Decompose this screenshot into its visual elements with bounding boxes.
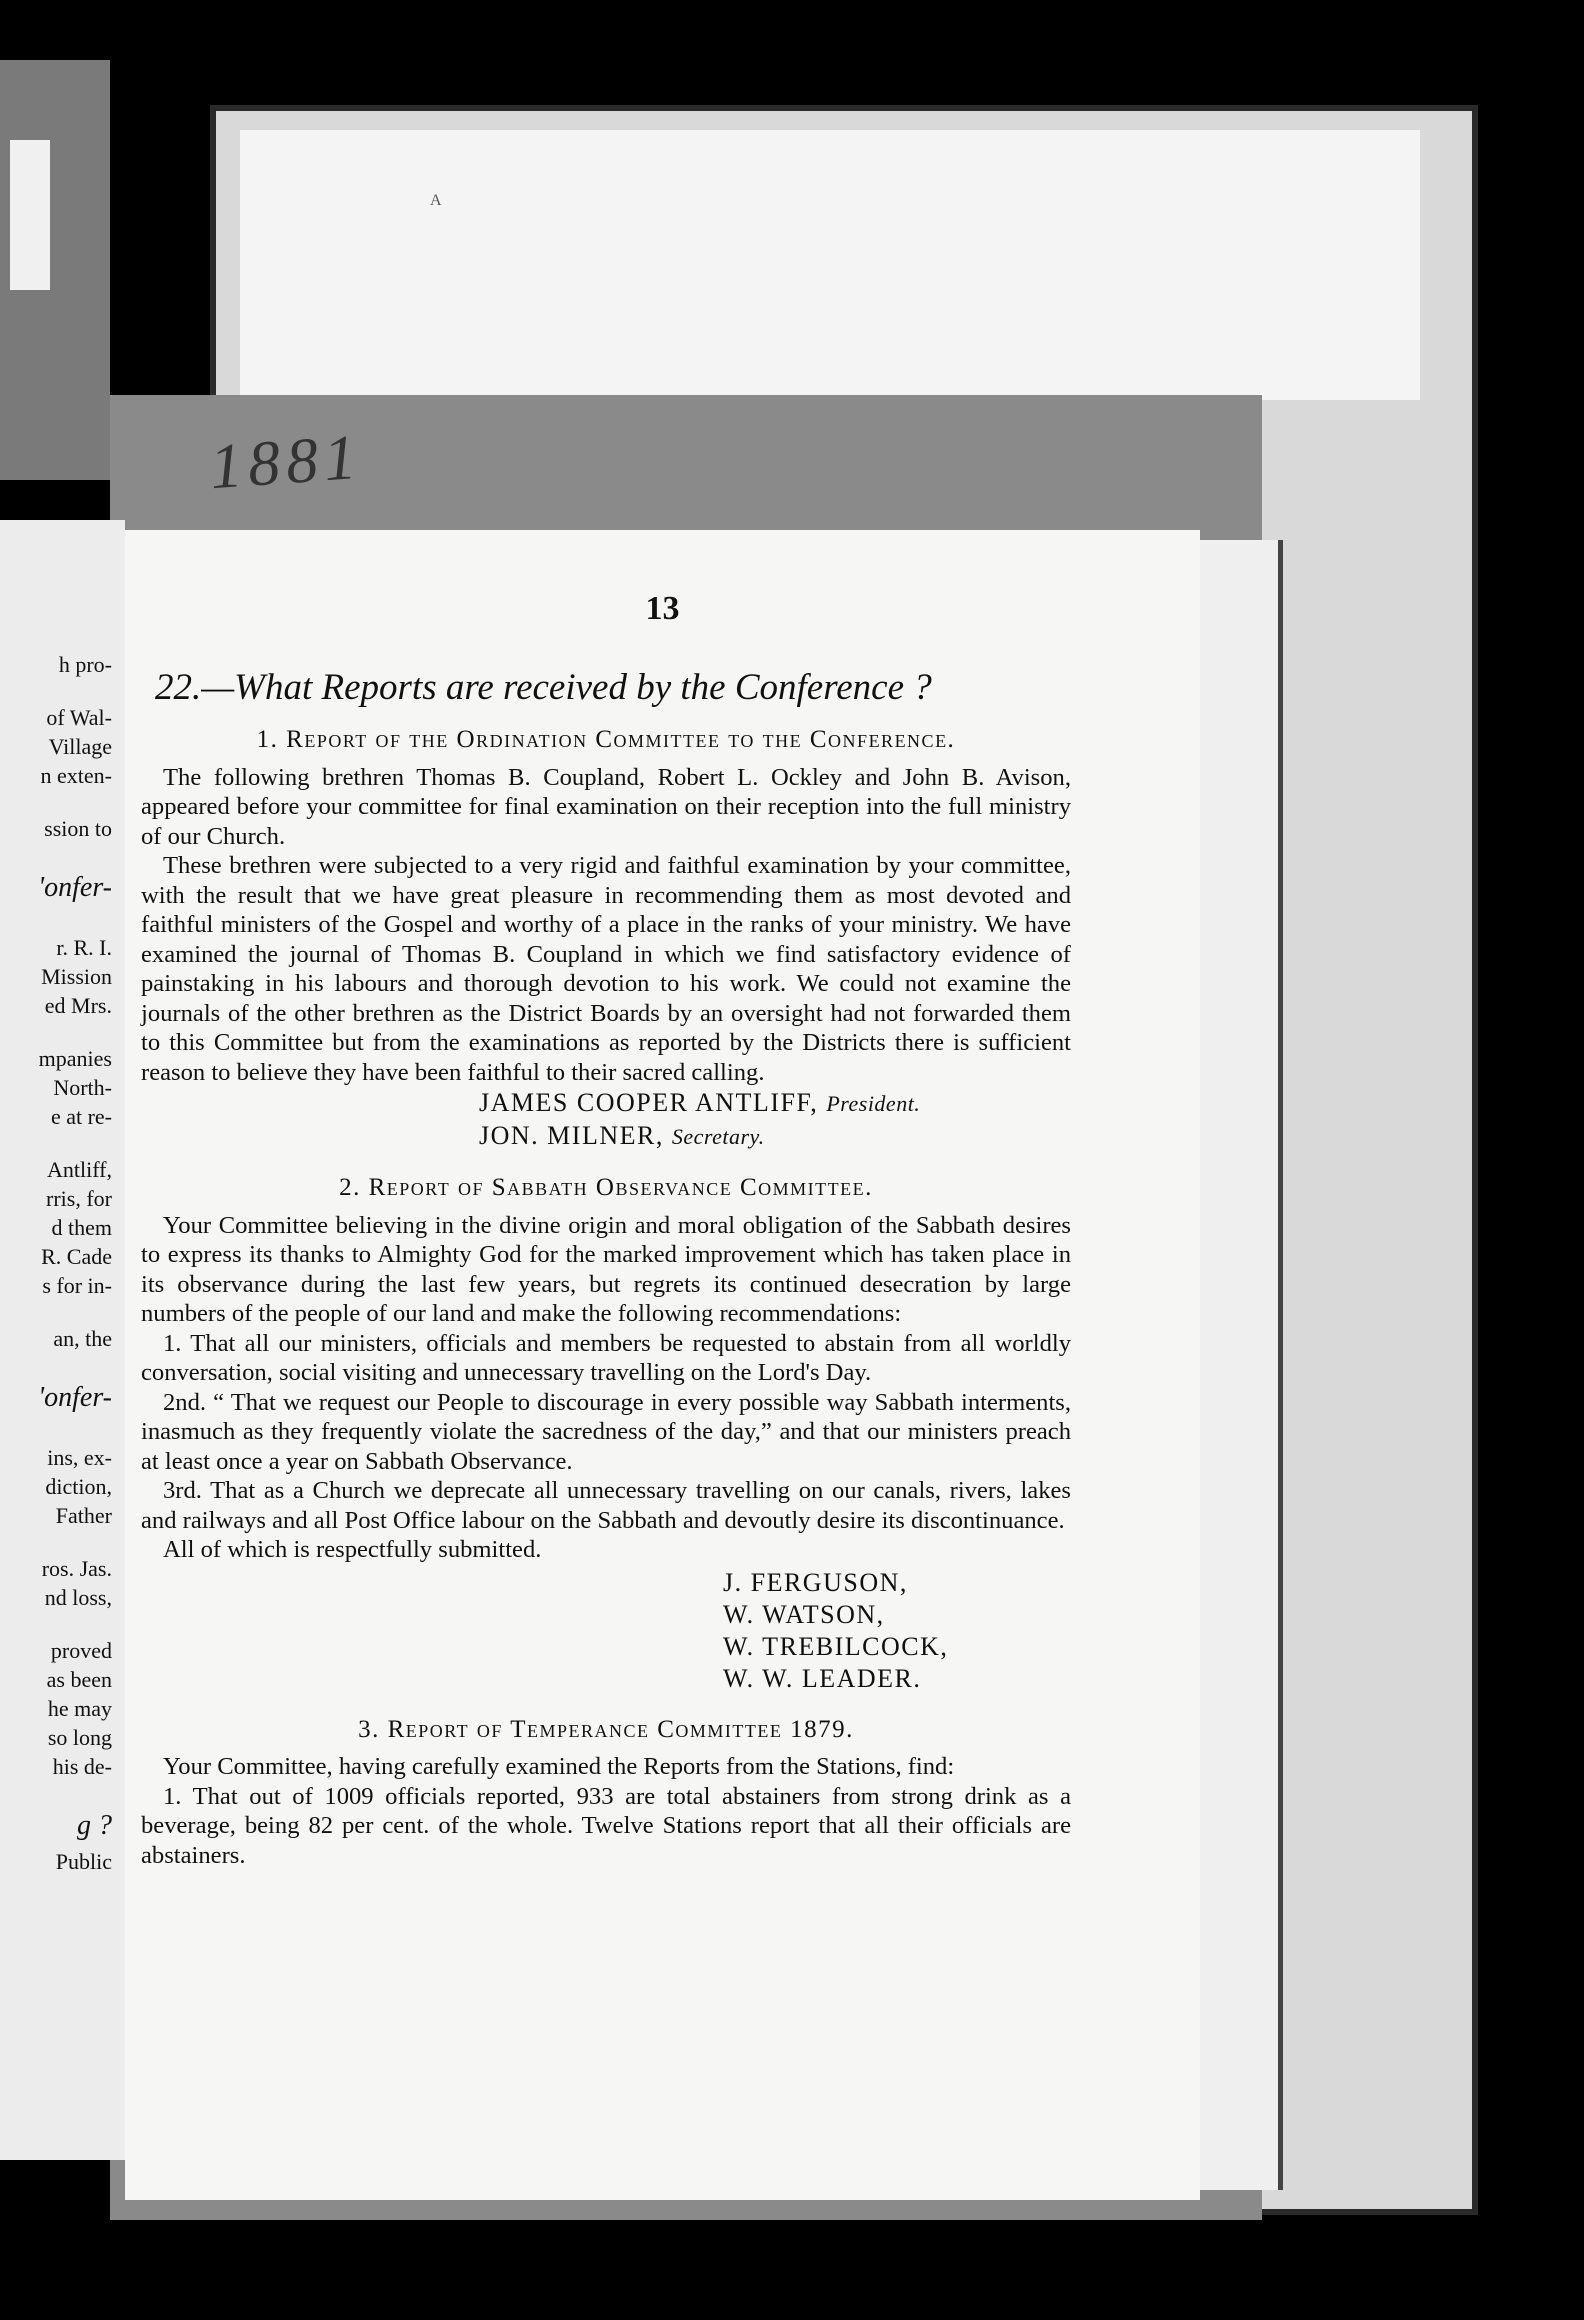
left-page-line bbox=[0, 1530, 112, 1554]
paragraph: All of which is respectfully submitted. bbox=[163, 1536, 542, 1563]
signatory: W. TREBILCOCK, bbox=[723, 1631, 949, 1661]
signatory: W. WATSON, bbox=[723, 1599, 885, 1629]
left-page-line: 'onfer- bbox=[38, 1382, 112, 1413]
left-page-line: nd loss, bbox=[44, 1585, 112, 1610]
left-page-line: ins, ex- bbox=[47, 1445, 112, 1470]
left-page-line bbox=[0, 909, 112, 933]
left-page-line: h pro- bbox=[58, 652, 112, 677]
paragraph: The following brethren Thomas B. Coupland, Robert L. Ockley and John B. Avison, appeared before your committee for final examination on their reception into the full ministry of our Church. bbox=[141, 763, 1071, 850]
signatory: W. W. LEADER. bbox=[723, 1663, 922, 1693]
left-page-line: n exten- bbox=[40, 763, 112, 788]
left-page-line: ed Mrs. bbox=[44, 993, 112, 1018]
background-paper bbox=[240, 130, 1420, 400]
signatory-list bbox=[723, 1567, 1071, 1695]
left-page-line: North- bbox=[53, 1075, 112, 1100]
left-page-line bbox=[0, 843, 112, 867]
left-page-line: his de- bbox=[52, 1754, 112, 1779]
left-page-line: d them bbox=[51, 1215, 112, 1240]
question-heading: 22.—What Reports are received by the Conference ? bbox=[155, 667, 932, 708]
left-page-line: Public bbox=[55, 1849, 112, 1874]
left-page-line: e at re- bbox=[50, 1104, 112, 1129]
pencil-mark: A bbox=[430, 192, 442, 209]
document-page bbox=[125, 530, 1200, 2200]
section-title-ordination: 1. Report of the Ordination Committee to the Conference. bbox=[256, 726, 956, 753]
left-page-line: r. R. I. bbox=[56, 935, 112, 960]
left-page-line: so long bbox=[47, 1725, 112, 1750]
left-page-line bbox=[0, 1131, 112, 1155]
left-page-line: s for in- bbox=[42, 1273, 112, 1298]
signature-name: JON. MILNER, bbox=[479, 1121, 664, 1150]
section-title-sabbath: 2. Report of Sabbath Observance Committee. bbox=[339, 1174, 873, 1201]
page-number: 13 bbox=[645, 590, 680, 627]
signature-secretary bbox=[479, 1120, 1071, 1153]
paragraph: 2nd. “ That we request our People to discourage in every possible way Sabbath interments, inasmuch as they frequently violate the sacredness of the day,” and that our ministers preach at least once a year on Sabbath Observance. bbox=[141, 1388, 1071, 1475]
left-page-line bbox=[0, 1419, 112, 1443]
page-content bbox=[141, 665, 1071, 1870]
left-page-line: ros. Jas. bbox=[41, 1556, 112, 1581]
handwritten-year: 1881 bbox=[207, 420, 365, 503]
signatory: J. FERGUSON, bbox=[723, 1567, 908, 1597]
left-page-line: Village bbox=[48, 734, 112, 759]
left-page-line: of Wal- bbox=[46, 705, 112, 730]
left-page-text bbox=[0, 650, 112, 1876]
left-page-line: mpanies bbox=[38, 1046, 112, 1071]
left-page-line bbox=[0, 1612, 112, 1636]
left-page-line bbox=[0, 1781, 112, 1805]
left-page-line: proved bbox=[50, 1638, 112, 1663]
left-page-line: R. Cade bbox=[41, 1244, 112, 1269]
left-page-line: Antliff, bbox=[47, 1157, 112, 1182]
left-page-line bbox=[0, 1353, 112, 1377]
paragraph: 1. That out of 1009 officials reported, 933 are total abstainers from strong drink as a beverage, being 82 per cent. of the whole. Twelve Stations report that all their officials are abstainers. bbox=[141, 1782, 1071, 1869]
left-page-line: Father bbox=[55, 1503, 112, 1528]
left-page-line: he may bbox=[47, 1696, 112, 1721]
binding-strip bbox=[10, 140, 50, 290]
paragraph: 1. That all our ministers, officials and members be requested to abstain from all worldly conversation, social visiting and unnecessary travelling on the Lord's Day. bbox=[141, 1329, 1071, 1386]
left-page-line: as been bbox=[46, 1667, 112, 1692]
signature-role: President. bbox=[826, 1091, 921, 1116]
left-page-line: 'onfer- bbox=[38, 872, 112, 903]
signature-president bbox=[479, 1087, 1071, 1120]
paragraph: 3rd. That as a Church we deprecate all unnecessary travelling on our canals, rivers, lakes and railways and all Post Office labour on the Sabbath and devoutly desire its discontinuance. bbox=[141, 1477, 1071, 1534]
signature-role: Secretary. bbox=[671, 1124, 765, 1149]
paragraph: These brethren were subjected to a very rigid and faithful examination by your committee, with the result that we have great pleasure in recommending them as most devoted and faithful ministers of the Gospel and worthy of a place in the ranks of your ministry. We have examined the journal of Thomas B. Coupland in which we find satisfactory evidence of painstaking in his labours and thorough devotion to his work. We could not examine the journals of the other brethren as the District Boards by an oversight had not forwarded them to this Committee but from the examinations as reported by the Districts there is sufficient reason to believe they have been faithful to their sacred calling. bbox=[141, 852, 1071, 1086]
section-title-temperance: 3. Report of Temperance Committee 1879. bbox=[358, 1715, 854, 1743]
left-page-line: an, the bbox=[53, 1326, 112, 1351]
left-binding-edge bbox=[0, 60, 110, 480]
left-page-line bbox=[0, 1300, 112, 1324]
left-page-line: rris, for bbox=[46, 1186, 112, 1211]
paragraph: Your Committee believing in the divine origin and moral obligation of the Sabbath desires to express its thanks to Almighty God for the marked improvement which has taken place in its observance during the last few years, but regrets its continued desecration by large numbers of the people of our land and make the following recommendations: bbox=[141, 1211, 1071, 1327]
left-page-line: Mission bbox=[41, 964, 112, 989]
page-stack-edge bbox=[1195, 540, 1283, 2190]
left-page-line: g ? bbox=[77, 1810, 112, 1841]
left-page-line bbox=[0, 1020, 112, 1044]
paragraph: Your Committee, having carefully examined the Reports from the Stations, find: bbox=[163, 1753, 955, 1780]
left-page-line bbox=[0, 679, 112, 703]
left-page-line: ssion to bbox=[44, 816, 112, 841]
signature-name: JAMES COOPER ANTLIFF, bbox=[479, 1088, 819, 1117]
left-page-line bbox=[0, 790, 112, 814]
left-page-line: diction, bbox=[45, 1474, 112, 1499]
